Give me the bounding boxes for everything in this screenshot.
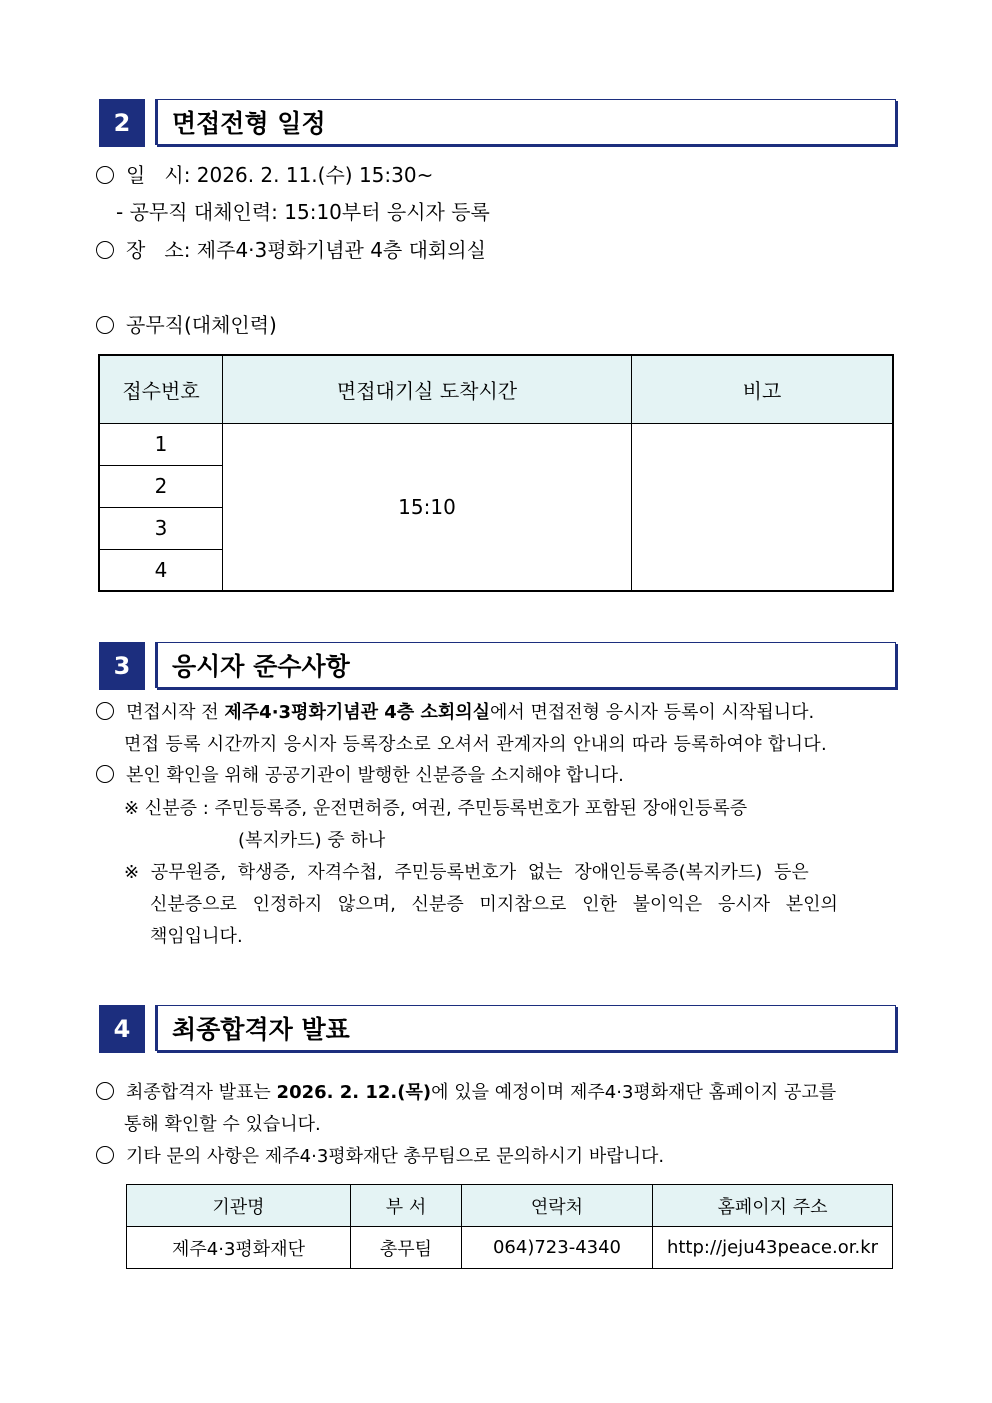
rules-paragraph-1: 면접시작 전 제주4·3평화기념관 4층 소회의실에서 면접전형 응시자 등록이 시작됩니다. (96, 700, 896, 726)
table-cell-number: 4 (99, 549, 223, 591)
table-header: 부 서 (351, 1185, 462, 1227)
interview-place-line: 장 소: 제주4·3평화기념관 4층 대회의실 (96, 237, 486, 263)
bullet-circle-icon (96, 316, 114, 334)
rules-paragraph-1-line-2: 면접 등록 시간까지 응시자 등록장소로 오셔서 관계자의 안내의 따라 등록하여야 합니다. (124, 734, 828, 755)
table-cell-homepage[interactable]: http://jeju43peace.or.kr (653, 1227, 893, 1269)
rules-paragraph-2: 본인 확인을 위해 공공기관이 발행한 신분증을 소지해야 합니다. (96, 763, 624, 789)
bullet-circle-icon (96, 1082, 114, 1100)
schedule-table (98, 354, 894, 592)
table-cell-number: 3 (99, 507, 223, 549)
announce-paragraph-1-line-2: 통해 확인할 수 있습니다. (124, 1114, 321, 1135)
bullet-circle-icon (96, 702, 114, 720)
bullet-circle-icon (96, 166, 114, 184)
bullet-circle-icon (96, 241, 114, 259)
id-note2-line-3: 책임입니다. (150, 926, 243, 947)
section-4-number: 4 (99, 1005, 145, 1053)
registration-line: - 공무직 대체인력: 15:10부터 응시자 등록 (116, 200, 490, 224)
table-cell-dept: 총무팀 (351, 1227, 462, 1269)
table-header: 홈페이지 주소 (653, 1185, 893, 1227)
section-4-title: 최종합격자 발표 (155, 1005, 896, 1051)
announce-paragraph-2: 기타 문의 사항은 제주4·3평화재단 총무팀으로 문의하시기 바랍니다. (96, 1144, 664, 1170)
table-header: 접수번호 (99, 355, 223, 423)
table-header: 면접대기실 도착시간 (223, 355, 632, 423)
table-header: 비고 (632, 355, 894, 423)
table-cell-org: 제주4·3평화재단 (127, 1227, 351, 1269)
table-header: 기관명 (127, 1185, 351, 1227)
id-note-line-2: (복지카드) 중 하나 (238, 830, 386, 851)
section-2-number: 2 (99, 99, 145, 147)
table-cell-number: 1 (99, 423, 223, 465)
id-note-line-1: ※ 신분증 : 주민등록증, 운전면허증, 여권, 주민등록번호가 포함된 장애인등록증 (124, 798, 748, 819)
bullet-circle-icon (96, 1146, 114, 1164)
section-2-title: 면접전형 일정 (155, 99, 896, 145)
bullet-circle-icon (96, 765, 114, 783)
table-cell-phone: 064)723-4340 (462, 1227, 653, 1269)
id-note2-line-2: 신분증으로 인정하지 않으며, 신분증 미지참으로 인한 불이익은 응시자 본인의 (150, 894, 838, 915)
interview-date-line: 일 시: 2026. 2. 11.(수) 15:30~ (96, 162, 433, 188)
section-3-title: 응시자 준수사항 (155, 642, 896, 688)
contact-table (126, 1184, 893, 1269)
table-cell-note (632, 423, 894, 591)
table-cell-time: 15:10 (223, 423, 632, 591)
announce-paragraph-1: 최종합격자 발표는 2026. 2. 12.(목)에 있을 예정이며 제주4·3평화재단 홈페이지 공고를 (96, 1080, 896, 1106)
category-line: 공무직(대체인력) (96, 312, 277, 338)
section-3-number: 3 (99, 642, 145, 690)
table-header: 연락처 (462, 1185, 653, 1227)
id-note2-line-1: ※ 공무원증, 학생증, 자격수첩, 주민등록번호가 없는 장애인등록증(복지카드) 등은 (124, 862, 809, 883)
table-cell-number: 2 (99, 465, 223, 507)
